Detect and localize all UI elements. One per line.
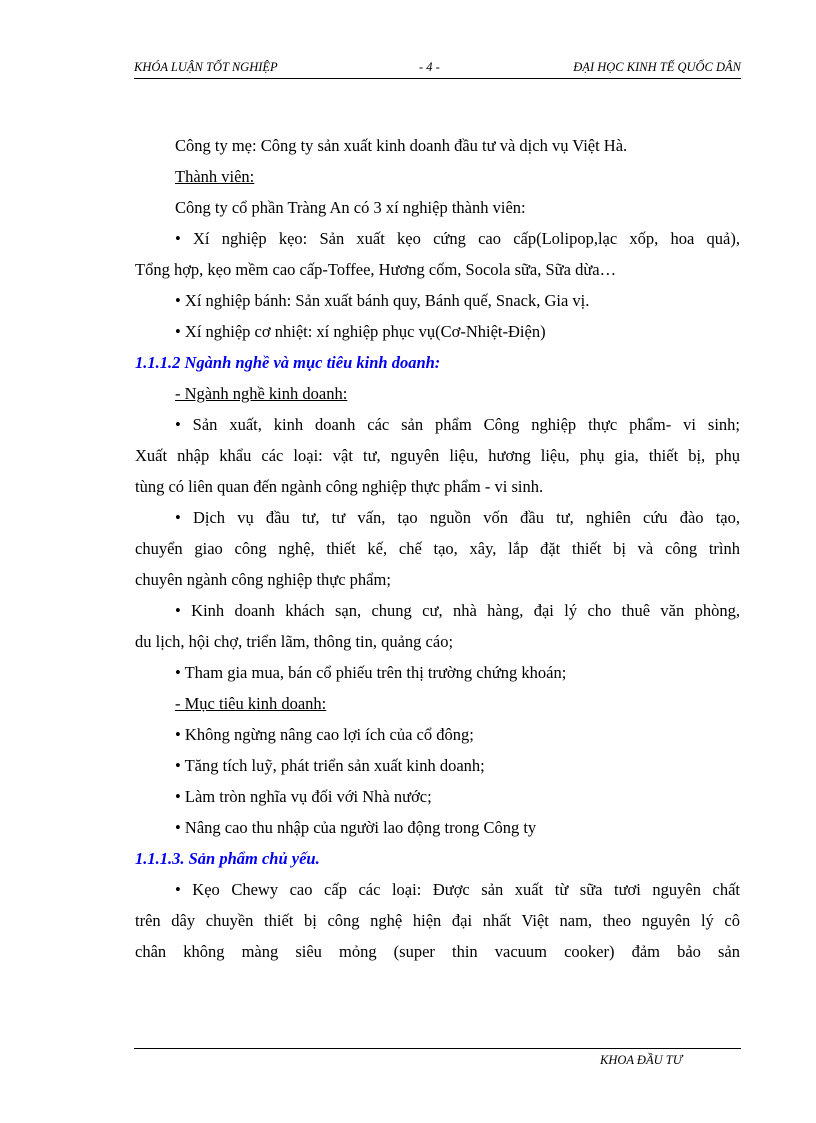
- list-item: • Tăng tích luỹ, phát triển sản xuất kinh doanh;: [175, 756, 485, 775]
- paragraph: Công ty cổ phần Tràng An có 3 xí nghiệp thành viên:: [175, 198, 526, 217]
- members-label: Thành viên:: [175, 167, 255, 186]
- page-header: [134, 60, 741, 80]
- header-divider: [134, 78, 741, 79]
- paragraph: Công ty mẹ: Công ty sản xuất kinh doanh đầu tư và dịch vụ Việt Hà.: [175, 136, 628, 155]
- subheading: [135, 378, 740, 409]
- section-heading: 1.1.1.3. Sản phẩm chủ yếu.: [135, 849, 320, 868]
- document-body: [135, 130, 740, 967]
- list-item-continuation: du lịch, hội chợ, triển lãm, thông tin, quảng cáo;: [135, 632, 454, 651]
- list-item: • Dịch vụ đầu tư, tư vấn, tạo nguồn vốn đầu tư, nghiên cứu đào tạo,: [175, 508, 740, 527]
- list-item: • Xí nghiệp cơ nhiệt: xí nghiệp phục vụ(Cơ-Nhiệt-Điện): [175, 322, 546, 341]
- list-item: • Xí nghiệp bánh: Sản xuất bánh quy, Bánh quế, Snack, Gia vị.: [175, 291, 590, 310]
- list-item-continuation: chân không màng siêu mỏng (super thin vacuum cooker) đảm bảo sản: [135, 942, 740, 961]
- header-left-title: KHÓA LUẬN TỐT NGHIỆP: [134, 60, 278, 74]
- list-item: • Không ngừng nâng cao lợi ích của cổ đông;: [175, 725, 474, 744]
- list-item: • Sản xuất, kinh doanh các sản phẩm Công nghiệp thực phẩm- vi sinh;: [175, 415, 740, 434]
- list-item: • Xí nghiệp kẹo: Sản xuất kẹo cứng cao cấp(Lolipop,lạc xốp, hoa quả),: [175, 229, 740, 248]
- business-goals-label: - Mục tiêu kinh doanh:: [175, 694, 327, 713]
- section-heading: 1.1.1.2 Ngành nghề và mục tiêu kinh doanh:: [135, 353, 441, 372]
- paragraph-heading: [135, 161, 740, 192]
- header-right-title: ĐẠI HỌC KINH TẾ QUỐC DÂN: [573, 60, 741, 74]
- list-item: • Làm tròn nghĩa vụ đối với Nhà nước;: [175, 787, 432, 806]
- list-item-continuation: chuyên ngành công nghiệp thực phẩm;: [135, 570, 391, 589]
- footer-divider: [134, 1048, 741, 1049]
- list-item-continuation: tùng có liên quan đến ngành công nghiệp thực phẩm - vi sinh.: [135, 477, 544, 496]
- list-item-continuation: trên dây chuyền thiết bị công nghệ hiện đại nhất Việt nam, theo nguyên lý cô: [135, 911, 740, 930]
- list-item: • Kẹo Chewy cao cấp các loại: Được sản xuất từ sữa tươi nguyên chất: [175, 880, 740, 899]
- business-lines-label: - Ngành nghề kinh doanh:: [175, 384, 348, 403]
- list-item-continuation: Xuất nhập khẩu các loại: vật tư, nguyên liệu, hương liệu, phụ gia, thiết bị, phụ: [135, 446, 740, 465]
- list-item: • Nâng cao thu nhập của người lao động trong Công ty: [175, 818, 537, 837]
- subheading: [135, 688, 740, 719]
- page-footer: KHOA ĐẦU TƯ: [600, 1053, 683, 1067]
- list-item-continuation: Tổng hợp, kẹo mềm cao cấp-Toffee, Hương cốm, Socola sữa, Sữa dừa…: [135, 260, 617, 279]
- list-item-continuation: chuyển giao công nghệ, thiết kế, chế tạo, xây, lắp đặt thiết bị và công trình: [135, 539, 740, 558]
- list-item: • Kinh doanh khách sạn, chung cư, nhà hàng, đại lý cho thuê văn phòng,: [175, 601, 740, 620]
- list-item: • Tham gia mua, bán cổ phiếu trên thị trường chứng khoán;: [175, 663, 567, 682]
- page-number: - 4 -: [419, 60, 440, 74]
